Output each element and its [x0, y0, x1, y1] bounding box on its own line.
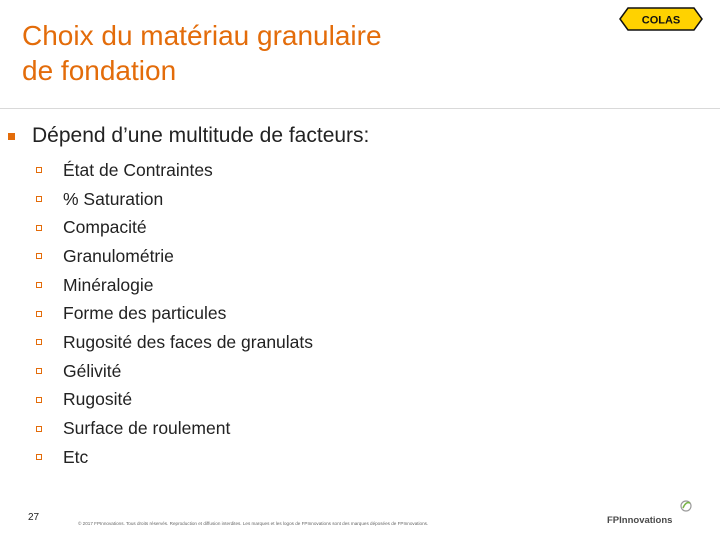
hollow-square-bullet-icon	[36, 339, 42, 345]
sub-bullet	[36, 443, 313, 472]
sub-bullet-text: Forme des particules	[63, 303, 227, 324]
fpinnovations-logo	[606, 497, 698, 529]
sub-bullet-text: Rugosité	[63, 389, 133, 410]
slide-title-line-2: de fondation	[22, 55, 177, 86]
sub-bullet	[36, 213, 313, 242]
sub-bullet	[36, 414, 313, 443]
sub-bullet-text: Compacité	[63, 217, 147, 238]
main-bullet	[8, 124, 369, 148]
sub-bullet-text: Gélivité	[63, 360, 122, 381]
hollow-square-bullet-icon	[36, 253, 42, 259]
colas-logo-text: COLAS	[641, 14, 681, 27]
sub-bullet	[36, 271, 313, 300]
hollow-square-bullet-icon	[36, 426, 42, 432]
sub-bullet-text: Minéralogie	[63, 274, 154, 295]
fpinnovations-logo-text: FPInnovations	[607, 515, 673, 526]
sub-bullet	[36, 156, 313, 185]
hollow-square-bullet-icon	[36, 454, 42, 460]
colas-logo	[618, 6, 704, 32]
sub-bullet-text: % Saturation	[63, 188, 164, 209]
sub-bullet-text: État de Contraintes	[63, 159, 213, 180]
hollow-square-bullet-icon	[36, 225, 42, 231]
sub-bullet-text: Rugosité des faces de granulats	[63, 331, 314, 352]
sub-bullet-text: Granulométrie	[63, 245, 174, 266]
page-number: 27	[28, 512, 40, 523]
hollow-square-bullet-icon	[36, 397, 42, 403]
hollow-square-bullet-icon	[36, 311, 42, 317]
sub-bullet-text: Surface de roulement	[63, 418, 231, 439]
slide-title-line-1: Choix du matériau granulaire	[22, 20, 382, 51]
sub-bullet	[36, 242, 313, 271]
sub-bullet	[36, 328, 313, 357]
slide-title	[22, 18, 382, 88]
hollow-square-bullet-icon	[36, 368, 42, 374]
hollow-square-bullet-icon	[36, 167, 42, 173]
sub-bullet-text: Etc	[63, 446, 89, 467]
sub-bullet	[36, 386, 313, 415]
sub-bullet	[36, 357, 313, 386]
footer-copyright: © 2017 FPInnovations. Tous droits réservés. Reproduction et diffusion interdites. Les marques et les logos de FPInnovations sont des marques déposées de FPInnovations.	[78, 521, 429, 526]
leaf-icon	[683, 503, 690, 508]
sub-bullet	[36, 185, 313, 214]
hollow-square-bullet-icon	[36, 196, 42, 202]
title-divider	[0, 108, 720, 109]
sub-bullet-list	[36, 156, 313, 472]
square-bullet-icon	[8, 133, 15, 140]
hollow-square-bullet-icon	[36, 282, 42, 288]
main-bullet-text: Dépend d’une multitude de facteurs:	[32, 124, 370, 147]
sub-bullet	[36, 299, 313, 328]
